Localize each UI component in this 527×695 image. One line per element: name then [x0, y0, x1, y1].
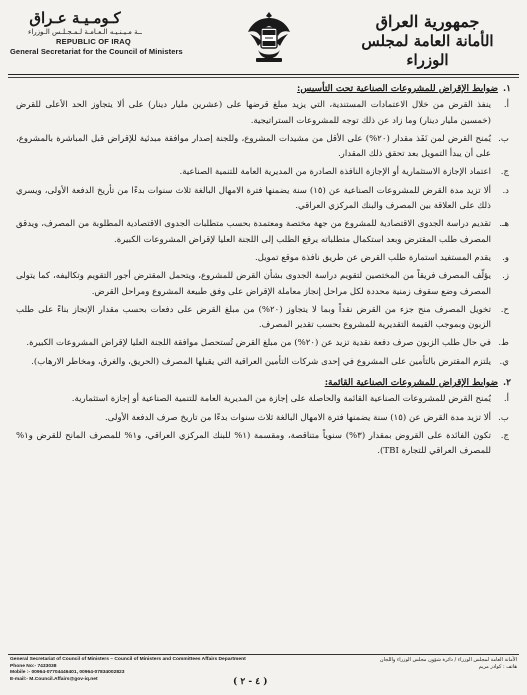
item-marker: ج. [500, 167, 509, 178]
header-right [340, 12, 515, 70]
item-marker: ب. [498, 133, 509, 144]
item-marker: هـ. [499, 219, 509, 230]
item-marker: د. [502, 185, 509, 196]
header-left-republic: REPUBLIC OF IRAQ [56, 37, 131, 47]
item-marker: ج. [500, 430, 509, 441]
item-marker: ي. [499, 356, 509, 367]
item-text: ألا تزيد مدة القرض للمشروعات الصناعية عن (١٥) سنة يضمنها فترة الامهال البالغة ثلاث سنوات بدءًا من تأريخ الدفعة الأولى، ويسري ذلك على العلاقة بين المصرف والبنك المركزي العراقي. [16, 185, 491, 212]
footer-department-arabic: الأمانة العامة لمجلس الوزراء / دائرة شؤون مجلس الوزراء واللجان [379, 657, 517, 663]
footer-right [277, 657, 517, 670]
header-right-secretariat: الأمانة العامة لمجلس الوزراء [361, 32, 494, 69]
item-marker: أ. [503, 394, 509, 405]
footer-left [10, 657, 270, 683]
section-title-text: ضوابط الإقراض للمشروعات الصناعية تحت التأسيس: [297, 84, 499, 94]
list-item [16, 269, 511, 300]
item-text: تكون الفائدة على القروض بمقدار (٣%) سنوياً متناقصة، ومقسمة (١% للبنك المركزي العراقي، و١% للمصرف المانح للقرض و١% للمصرف العراقي للتجارة TBI). [16, 430, 491, 457]
item-text: يُمنح القرض للمشروعات الصناعية القائمة والحاصلة على إجازة من المديرية العامة للتنمية الصناعية أو إجازة استثمارية. [71, 394, 491, 405]
header-left [10, 10, 220, 57]
list-item [16, 132, 511, 163]
footer-phone: Phone No:- 7433038 [10, 663, 57, 669]
section-number: ٢. [503, 378, 511, 389]
list-item [16, 217, 511, 248]
footer-department: General Secretariat of Council of Ministers – Council of Ministers and Committees Affairs Department [10, 657, 246, 662]
item-text: يقدم المستفيد استمارة طلب القرض عن طريق نافذة موقع تمويل. [255, 252, 491, 263]
footer-contact-arabic: هاتف : كوادر مريم [478, 663, 517, 670]
iraq-eagle-emblem-icon [246, 8, 292, 66]
section-1-title [16, 82, 511, 97]
item-marker: و. [502, 252, 509, 263]
header-divider-thin [8, 77, 519, 78]
item-text: يُمنح القرض لمن نَفَذ مقدار (٢٠%) على الأقل من مشيدات المشروع، وللجنة إصدار موافقة مبدئية للإقراض قبل المباشرة بالمشروع، على أن يبدأ التمويل بعد تحقق ذلك المقدار. [16, 133, 491, 160]
list-item [16, 411, 511, 426]
list-item [16, 392, 511, 407]
header-left-arabic-title: كـومـيـة عـراق [29, 9, 121, 27]
item-marker: ز. [502, 271, 509, 282]
list-item [16, 336, 511, 351]
list-item [16, 355, 511, 370]
item-text: ألا تزيد مدة القرض عن (١٥) سنة يضمنها فترة الامهال البالغة ثلاث سنوات بدءًا من تاريخ صرف الدفعة الأولى. [104, 412, 491, 423]
header-left-arabic-subtitle: ــة مـيـنـيـه الـعـامـة لـمـجـلـس الـوزراء [28, 28, 142, 37]
section-2-title [16, 376, 511, 391]
header-right-republic: جمهورية العراق [375, 12, 480, 31]
footer-email: E-mail:- M.Council.Affairs@gov-iq.net [10, 676, 98, 682]
list-item [16, 184, 511, 215]
list-item [16, 98, 511, 129]
item-text: يلتزم المقترض بالتأمين على المشروع في إحدى شركات التأمين العراقية التي يقبلها المصرف (الحريق، والغرق، ومخاطر الارهاب). [31, 356, 491, 367]
item-marker: ح. [500, 304, 509, 315]
item-marker: ط. [498, 338, 509, 349]
item-text: تقديم دراسة الجدوى الاقتصادية للمشروع من جهة مختصة ومعتمدة بحسب متطلبات الجدوى الاقتصادية المطلوبة من المصرف، ويدقق المصرف طلب المقترض وبعد استكمال متطلباته يرفع الطلب إلى اللجنة العليا لإقراض المشروعات الكبيرة. [16, 219, 491, 245]
section-title-text: ضوابط الإقراض للمشروعات الصناعية القائمة: [324, 378, 499, 389]
item-text: اعتماد الإجازة الاستثمارية أو الإجازة النافذة الصادرة من المديرية العامة للتنمية الصناعية. [179, 167, 491, 178]
item-text: ينفذ القرض من خلال الاعتمادات المستندية، التي يزيد مبلغ قرضها على (عشرين مليار دينار) على ألا يتجاوز الحد الأعلى للقرض (خمسين مليار دينار) وما زاد عن ذلك توجه للمشروعات الستراتيجية. [16, 100, 491, 126]
item-text: في حال طلب الزبون صرف دفعة نقدية تزيد عن (٢٠%) من مبلغ القرض تُستحصل موافقة اللجنة العليا لإقراض المشروعات الكبيرة. [26, 338, 491, 349]
item-text: تخويل المصرف منح جزء من القرض نقداً وبما لا يتجاوز (٢٠%) من مبلغ القرض على دفعات بحسب مقدار الإنجاز بناءً على طلب الزبون وبموجب القيمة التقديرية للمشروع بحسب تقدير المصرف. [16, 304, 491, 331]
footer-divider [8, 654, 519, 655]
list-item [16, 165, 511, 180]
list-item [16, 429, 511, 460]
page-number: ( ٤ - ٢ ) [233, 677, 268, 687]
item-marker: أ. [503, 100, 509, 111]
footer-mobile: Mobile :- 00964-07704446401, 00964-07834002823 [10, 670, 125, 676]
document-body [16, 82, 511, 463]
item-text: يؤلّف المصرف فريقاً من المختصين لتقويم دراسة الجدوى بشأن القرض للمشروع، ويتحمل المقترض أجور التقويم وتكاليفه، كما يتولى المصرف وضع سقوف زمنية محددة لكل مراحل إنجاز معاملة الإقراض على وفق طبيعة المشروع ومراحل القرض. [16, 271, 491, 297]
header-divider [8, 74, 519, 75]
header-left-secretariat: General Secretariat for the Council of Ministers [10, 46, 183, 56]
item-marker: ب. [498, 412, 509, 423]
section-number: ١. [503, 84, 511, 94]
list-item [16, 303, 511, 334]
list-item [16, 251, 511, 266]
